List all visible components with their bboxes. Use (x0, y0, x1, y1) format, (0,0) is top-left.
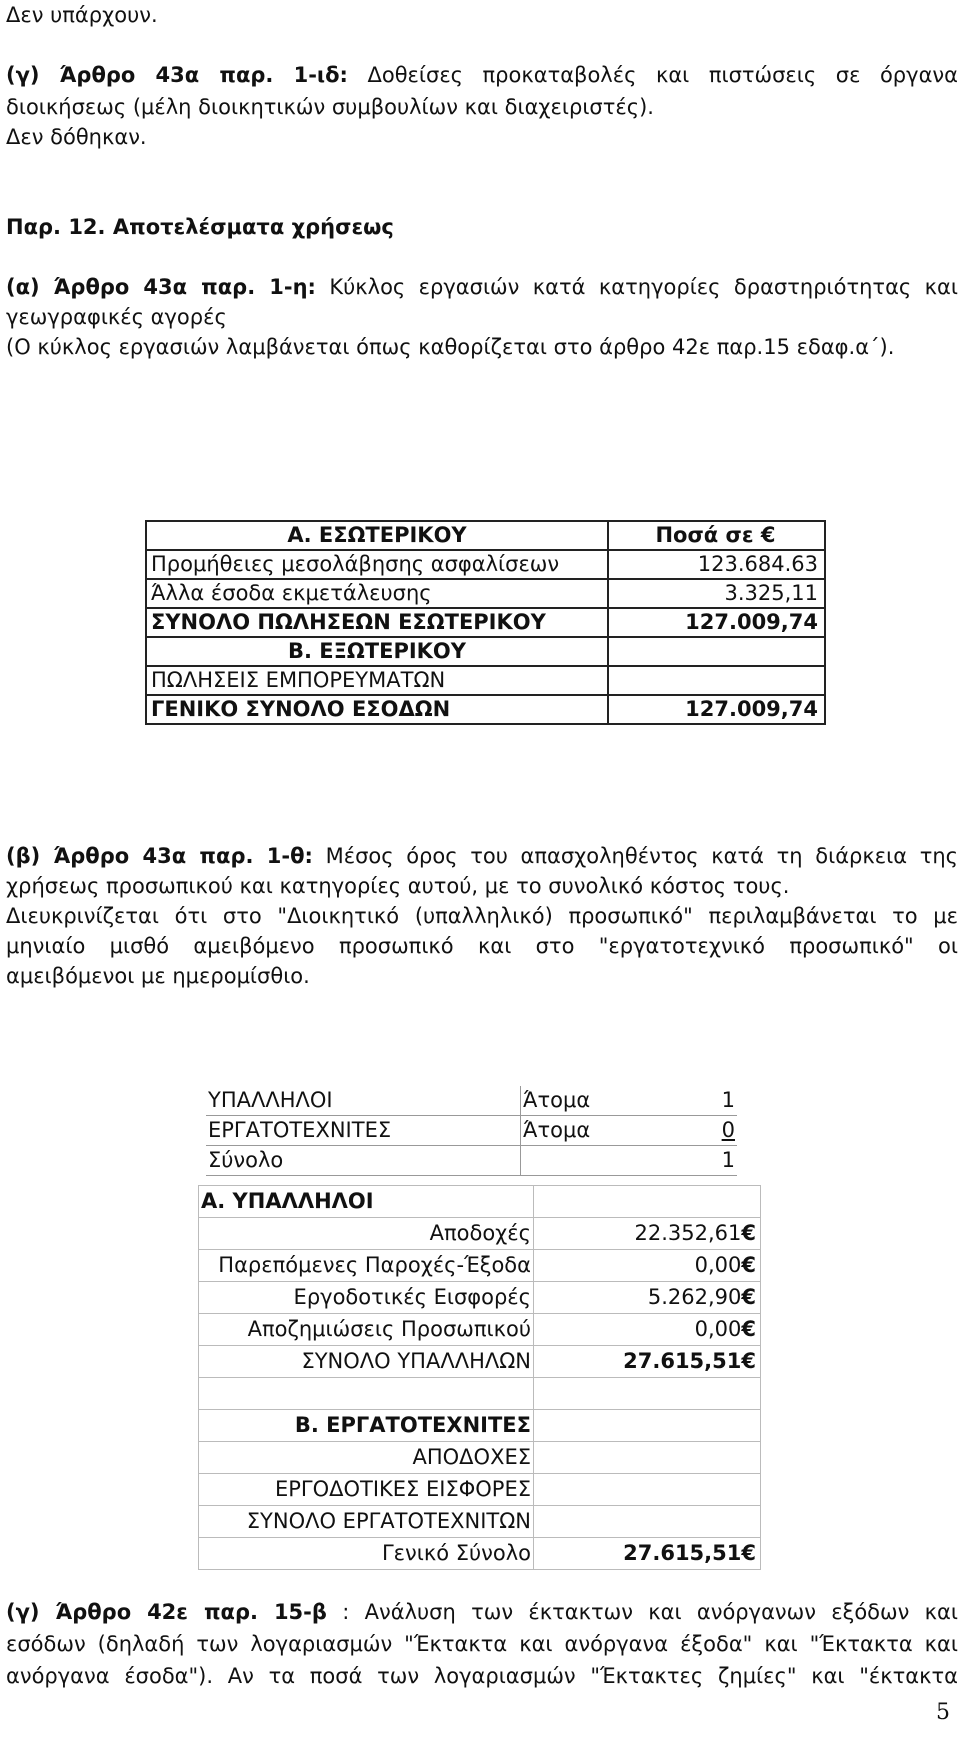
table-cell-unit: Άτομα (521, 1116, 606, 1146)
table-cell-label: Παρεπόμενες Παροχές-Έξοδα (199, 1250, 534, 1282)
table-row (146, 637, 825, 666)
euro-sign: € (741, 1317, 756, 1341)
table-row (199, 1538, 761, 1570)
headcount-table (206, 1086, 737, 1176)
table-row (199, 1282, 761, 1314)
table-cell-value (534, 1506, 761, 1538)
table-cell-value: 27.615,51€ (534, 1538, 761, 1570)
section-title-text: Παρ. 12. Αποτελέσματα χρήσεως (6, 215, 394, 239)
table-cell-value: 127.009,74 (608, 608, 825, 637)
table-cell-value (534, 1474, 761, 1506)
paragraph-a1-label: (α) Άρθρο 43α παρ. 1-η: (6, 275, 316, 299)
paragraph-b1-line3: Διευκρινίζεται ότι στο "Διοικητικό (υπαλληλικό) προσωπικό" περιλαμβάνεται το με (6, 904, 958, 928)
table-section-row (199, 1186, 761, 1218)
table-cell-label: ΠΩΛΗΣΕΙΣ ΕΜΠΟΡΕΥΜΑΤΩΝ (146, 666, 608, 695)
paragraph-b1-text: Μέσος όρος του απασχοληθέντος κατά τη διάρκεια της (325, 844, 958, 868)
table-cell-label: ΣΥΝΟΛΟ ΠΩΛΗΣΕΩΝ ΕΣΩΤΕΡΙΚΟΥ (146, 608, 608, 637)
paragraph-g2-line2: εσόδων (δηλαδή των λογαριασμών "Έκτακτα και ανόργανα έξοδα" και "Έκτακτα και (6, 1632, 958, 1656)
table-row (199, 1218, 761, 1250)
table-cell-label: ΣΥΝΟΛΟ ΕΡΓΑΤΟΤΕΧΝΙΤΩΝ (199, 1506, 534, 1538)
table-cell-label: ΣΥΝΟΛΟ ΥΠΑΛΛΗΛΩΝ (199, 1346, 534, 1378)
table-cell-value: 0,00€ (534, 1250, 761, 1282)
table-row (206, 1116, 737, 1146)
table-row (146, 579, 825, 608)
paragraph-g1-line2: διοικήσεως (μέλη διοικητικών συμβουλίων και διαχειριστές). (6, 95, 654, 119)
table-row (146, 550, 825, 579)
paragraph-a1-line3: (Ο κύκλος εργασιών λαμβάνεται όπως καθορίζεται στο άρθρο 42ε παρ.15 εδαφ.α΄). (6, 335, 895, 359)
revenue-table (145, 520, 826, 725)
table-row (199, 1250, 761, 1282)
table-cell-value (608, 666, 825, 695)
section-b-heading: Β. ΕΡΓΑΤΟΤΕΧΝΙΤΕΣ (199, 1410, 534, 1442)
table-cell-label: Άλλα έσοδα εκμετάλευσης (146, 579, 608, 608)
paragraph-g2-line3: ανόργανα έσοδα"). Αν τα ποσά των λογαριασμών "Έκτακτες ζημίες" και "έκτακτα (6, 1664, 958, 1688)
table-cell-label: ΑΠΟΔΟΧΕΣ (199, 1442, 534, 1474)
euro-sign: € (741, 1253, 756, 1277)
table-row (199, 1506, 761, 1538)
table-cell-label: Β. ΕΞΩΤΕΡΙΚΟΥ (146, 637, 608, 666)
table-cell-value (534, 1442, 761, 1474)
euro-sign: € (741, 1541, 756, 1565)
table-cell-label: Αποδοχές (199, 1218, 534, 1250)
table-cell-value (608, 637, 825, 666)
paragraph-b1-label: (β) Άρθρο 43α παρ. 1-θ: (6, 844, 313, 868)
table-row (146, 666, 825, 695)
table-row (199, 1314, 761, 1346)
staff-cost-table (198, 1185, 761, 1570)
paragraph-a1-line2: γεωγραφικές αγορές (6, 305, 227, 329)
table-cell-unit (521, 1146, 606, 1176)
table-cell-label: ΕΡΓΟΔΟΤΙΚΕΣ ΕΙΣΦΟΡΕΣ (199, 1474, 534, 1506)
paragraph-b1-line5: αμειβόμενοι με ημερομίσθιο. (6, 964, 310, 988)
paragraph-b1-line2: χρήσεως προσωπικού και κατηγορίες αυτού, με το συνολικό κόστος τους. (6, 874, 790, 898)
table-row (146, 695, 825, 724)
table-section-row (199, 1410, 761, 1442)
table-cell-value: 0 (605, 1116, 737, 1146)
table-cell-label: ΓΕΝΙΚΟ ΣΥΝΟΛΟ ΕΣΟΔΩΝ (146, 695, 608, 724)
table-cell-value: 1 (605, 1146, 737, 1176)
table-row (199, 1346, 761, 1378)
paragraph-g1-line3: Δεν δόθηκαν. (6, 125, 147, 149)
table-row (199, 1442, 761, 1474)
table-cell-label: Εργοδοτικές Εισφορές (199, 1282, 534, 1314)
table-cell-value: 127.009,74 (608, 695, 825, 724)
table-cell-unit: Άτομα (521, 1086, 606, 1116)
table-cell-value: 1 (605, 1086, 737, 1116)
euro-sign: € (741, 1285, 756, 1309)
euro-sign: € (741, 1221, 756, 1245)
section-title (6, 214, 394, 240)
paragraph-a1-line1 (6, 274, 958, 300)
table-cell-value: 5.262,90€ (534, 1282, 761, 1314)
paragraph-g2-text: : Ανάλυση των έκτακτων και ανόργανων εξόδων και (342, 1600, 958, 1624)
table-cell-label: Προμήθειες μεσολάβησης ασφαλίσεων (146, 550, 608, 579)
table-cell-value: 22.352,61€ (534, 1218, 761, 1250)
table-cell-label: Σύνολο (206, 1146, 521, 1176)
table-cell-value: 27.615,51€ (534, 1346, 761, 1378)
euro-sign: € (741, 1349, 756, 1373)
paragraph-g1-label: (γ) Άρθρο 43α παρ. 1-ιδ: (6, 63, 348, 87)
table-cell-label: Γενικό Σύνολο (199, 1538, 534, 1570)
paragraph-g1-line1 (6, 62, 958, 88)
table-row (146, 608, 825, 637)
paragraph-b1-line4: μηνιαίο μισθό αμειβόμενο προσωπικό και στο "εργατοτεχνικό προσωπικό" οι (6, 934, 958, 958)
table-cell-value: 123.684.63 (608, 550, 825, 579)
table-row (199, 1474, 761, 1506)
paragraph-g2-label: (γ) Άρθρο 42ε παρ. 15-β (6, 1600, 327, 1624)
table-header-right: Ποσά σε € (608, 521, 825, 550)
paragraph-b1-line1 (6, 843, 958, 869)
section-a-heading: Α. ΥΠΑΛΛΗΛΟΙ (199, 1186, 534, 1218)
table-row (206, 1146, 737, 1176)
table-cell-label: ΥΠΑΛΛΗΛΟΙ (206, 1086, 521, 1116)
table-spacer-row (199, 1378, 761, 1410)
page-number: 5 (936, 1700, 950, 1725)
table-header-left: Α. ΕΣΩΤΕΡΙΚΟΥ (146, 521, 608, 550)
paragraph-g1-text: Δοθείσες προκαταβολές και πιστώσεις σε όργανα (367, 63, 958, 87)
table-cell-label: Αποζημιώσεις Προσωπικού (199, 1314, 534, 1346)
table-header-row (146, 521, 825, 550)
paragraph-g2-line1 (6, 1599, 958, 1625)
intro-text: Δεν υπάρχουν. (6, 3, 158, 27)
table-cell-label: ΕΡΓΑΤΟΤΕΧΝΙΤΕΣ (206, 1116, 521, 1146)
table-row (206, 1086, 737, 1116)
paragraph-a1-text: Κύκλος εργασιών κατά κατηγορίες δραστηριότητας και (329, 275, 958, 299)
table-cell-value: 0,00€ (534, 1314, 761, 1346)
table-cell-value: 3.325,11 (608, 579, 825, 608)
